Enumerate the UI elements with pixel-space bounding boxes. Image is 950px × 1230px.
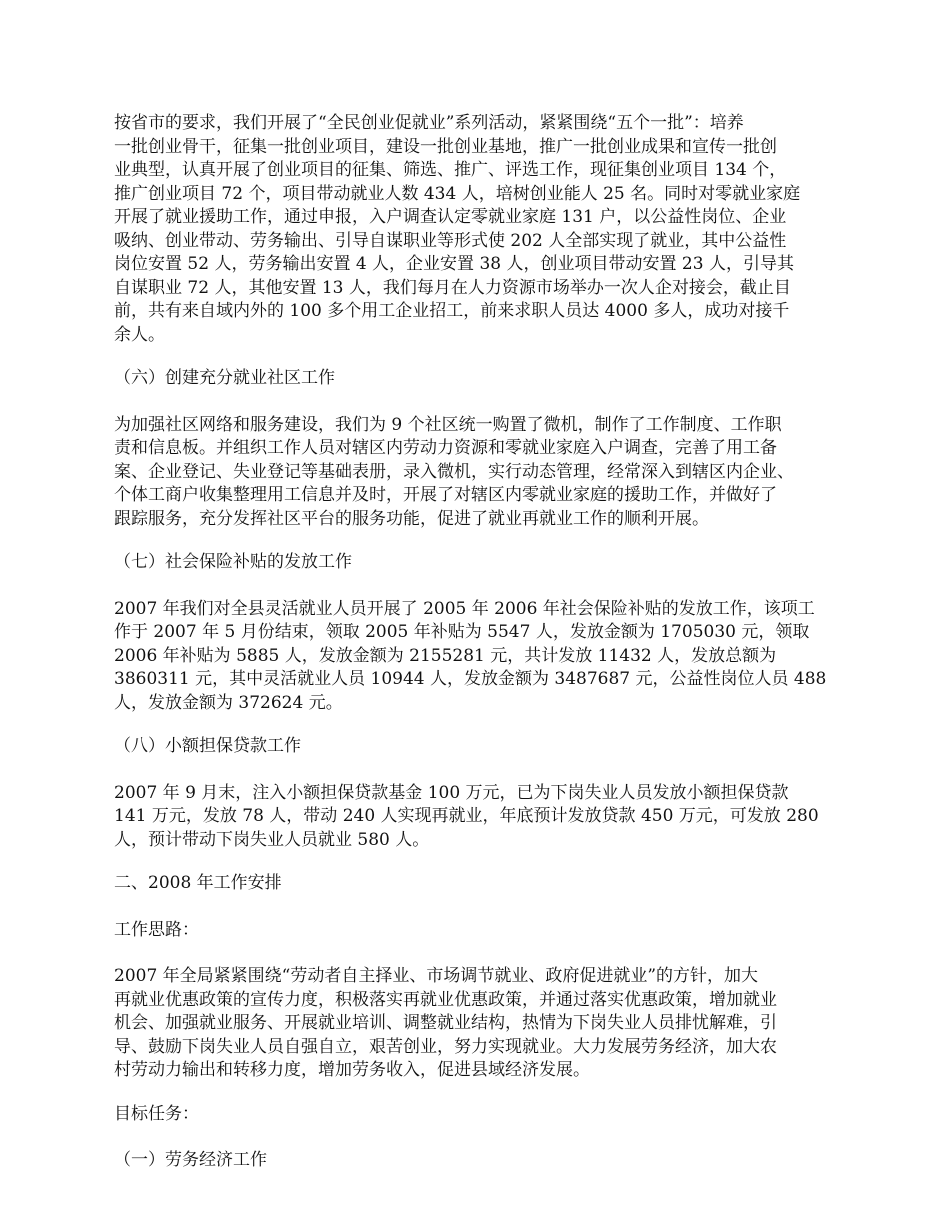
text-line: 案、企业登记、失业登记等基础表册，录入微机，实行动态管理，经常深入到辖区内企业、 (114, 461, 794, 482)
text-line: 3860311 元，其中灵活就业人员 10944 人，发放金额为 3487687 元，公益性岗位人员 488 (114, 669, 827, 689)
text-line: 人，发放金额为 372624 元。 (114, 692, 343, 713)
text-line: 自谋职业 72 人，其他安置 13 人，我们每月在人力资源市场举办一次人企对接会，截止目 (114, 277, 791, 298)
text-line: 跟踪服务，充分发挥社区平台的服务功能，促进了就业再就业工作的顺利开展。 (114, 508, 709, 529)
work-thinking-label: 工作思路： (114, 919, 199, 940)
section-heading-6: （六）创建充分就业社区工作 (114, 368, 335, 388)
text-line: 开展了就业援助工作，通过申报，入户调查认定零就业家庭 131 户，以公益性岗位、企业 (114, 207, 787, 227)
section-heading-2008-plan: 二、2008 年工作安排 (114, 873, 282, 893)
text-line: 岗位安置 52 人，劳务输出安置 4 人，企业安置 38 人，创业项目带动安置 23 人，引导其 (114, 254, 794, 274)
text-line: 为加强社区网络和服务建设，我们为 9 个社区统一购置了微机，制作了工作制度、工作职 (114, 414, 782, 435)
text-line: 业典型，认真开展了创业项目的征集、筛选、推广、评选工作，现征集创业项目 134 个， (114, 160, 787, 180)
text-line: 2006 年补贴为 5885 人，发放金额为 2155281 元，共计发放 11432 人，发放总额为 (114, 645, 777, 666)
text-line: 作于 2007 年 5 月份结束，领取 2005 年补贴为 5547 人，发放金额为 1705030 元，领取 (114, 622, 810, 642)
text-line: 吸纳、创业带动、劳务输出、引导自谋职业等形式使 202 人全部实现了就业，其中公益性 (114, 230, 787, 251)
text-line: 村劳动力输出和转移力度，增加劳务收入，促进县域经济发展。 (114, 1060, 590, 1080)
text-line: 2007 年我们对全县灵活就业人员开展了 2005 年 2006 年社会保险补贴的发放工作，该项工 (114, 598, 815, 619)
text-line: 2007 年全局紧紧围绕“劳动者自主择业、市场调节就业、政府促进就业”的方针，加大 (114, 966, 759, 986)
text-line: 导、鼓励下岗失业人员自强自立，艰苦创业，努力实现就业。大力发展劳务经济，加大农 (114, 1036, 777, 1057)
section-heading-7: （七）社会保险补贴的发放工作 (114, 552, 352, 572)
text-line: 前，共有来自域内外的 100 多个用工企业招工，前来求职人员达 4000 多人，成功对接千 (114, 301, 790, 321)
paragraph-entrepreneurship (114, 112, 838, 347)
text-line: 个体工商户收集整理用工信息并及时，开展了对辖区内零就业家庭的援助工作，并做好了 (114, 485, 777, 505)
text-line: 机会、加强就业服务、开展就业培训、调整就业结构，热情为下岗失业人员排忧解难，引 (114, 1013, 777, 1033)
paragraph-community (114, 414, 838, 532)
paragraph-social-insurance (114, 598, 838, 716)
paragraph-work-thinking (114, 965, 838, 1083)
document-body (114, 112, 838, 1196)
text-line: 推广创业项目 72 个，项目带动就业人数 434 人，培树创业能人 25 名。同时对零就业家庭 (114, 183, 801, 204)
text-line: 按省市的要求，我们开展了“全民创业促就业”系列活动，紧紧围绕“五个一批”：培养 (114, 113, 744, 133)
text-line: 余人。 (114, 324, 165, 345)
text-line: 一批创业骨干，征集一批创业项目，建设一批创业基地，推广一批创业成果和宣传一批创 (114, 136, 777, 157)
paragraph-microloans (114, 782, 838, 853)
text-line: 再就业优惠政策的宣传力度，积极落实再就业优惠政策，并通过落实优惠政策，增加就业 (114, 989, 777, 1010)
text-line: 人，预计带动下岗失业人员就业 580 人。 (114, 829, 430, 850)
targets-label: 目标任务： (114, 1103, 199, 1124)
section-heading-labor-economy: （一）劳务经济工作 (114, 1150, 267, 1170)
text-line: 141 万元，发放 78 人，带动 240 人实现再就业，年底预计发放贷款 450 万元，可发放 280 (114, 806, 819, 826)
section-heading-8: （八）小额担保贷款工作 (114, 736, 301, 756)
text-line: 2007 年 9 月末，注入小额担保贷款基金 100 万元，已为下岗失业人员发放小额担保贷款 (114, 782, 789, 803)
text-line: 责和信息板。并组织工作人员对辖区内劳动力资源和零就业家庭入户调查，完善了用工备 (114, 438, 777, 458)
